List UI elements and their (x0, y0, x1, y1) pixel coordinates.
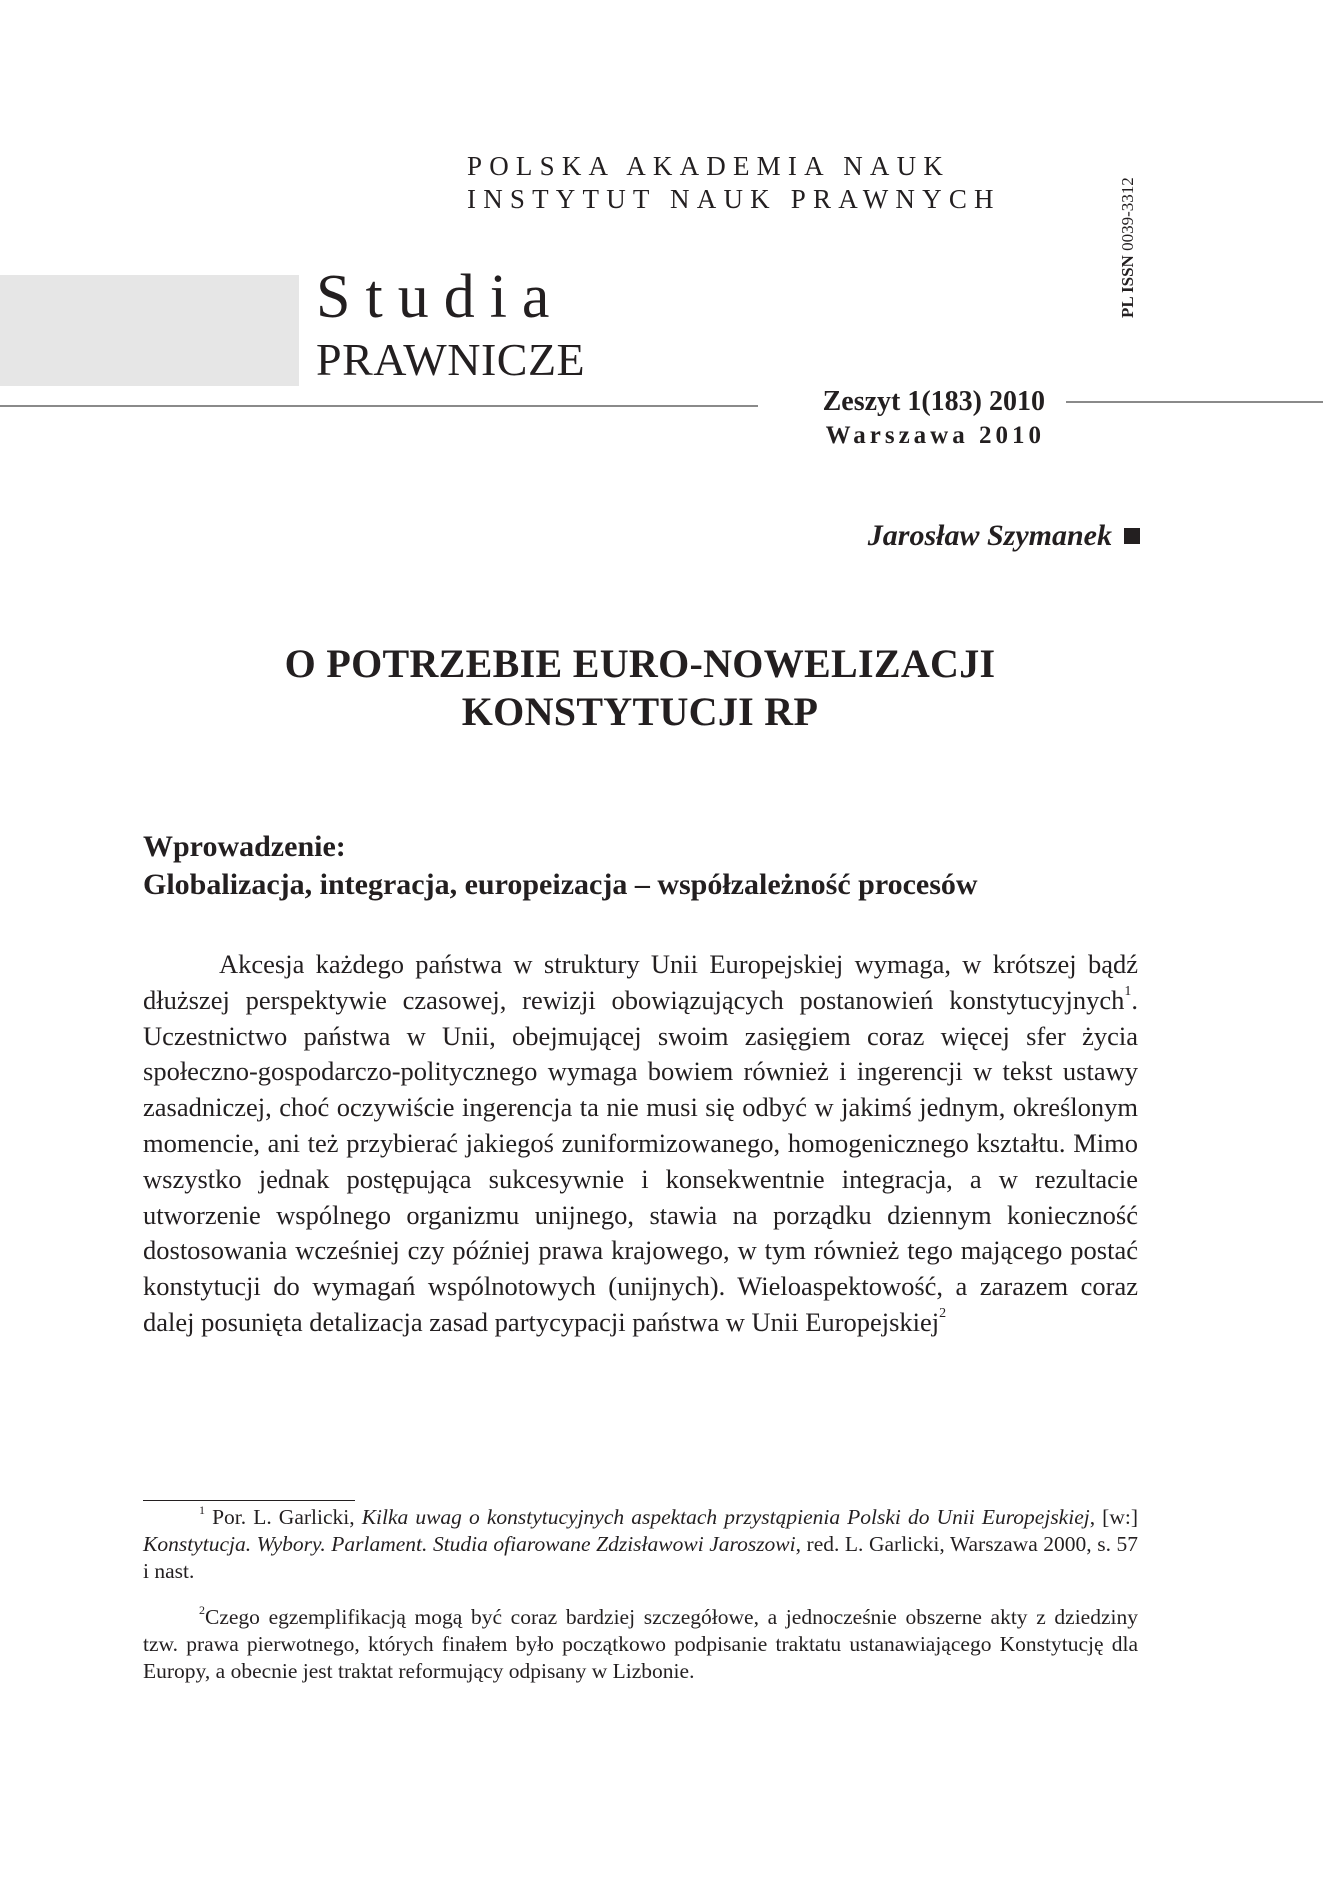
issn-prefix: PL ISSN (1118, 255, 1137, 318)
footnote-text: Por. L. Garlicki, (212, 1505, 362, 1529)
publication-place-year: Warszawa 2010 (825, 422, 1045, 449)
journal-title: Studia (316, 263, 565, 331)
author-name: Jarosław Szymanek (867, 519, 1112, 552)
footnote-text: Czego egzemplifikacją mogą być coraz bardziej szczegółowe, a jednocześnie obszerne akty z dziedziny tzw. prawa pierwotnego, których finałem było początkowo podpisanie traktatu ustanawiającego Konstytucję dla Europy, a obecnie jest traktat reformujący odpisany w Lizbonie. (143, 1605, 1138, 1683)
footnote-separator (143, 1500, 355, 1501)
footnote-citation-title: Kilka uwag o konstytucyjnych aspektach przystąpienia Polski do Unii Europejskiej (361, 1505, 1090, 1529)
footnote-text: , [w:] (1089, 1505, 1139, 1529)
footnote-number: 2 (199, 1603, 205, 1617)
footnote-citation-book: Konstytucja. Wybory. Parlament. Studia ofiarowane Zdzisławowi Jaroszowi (143, 1532, 796, 1556)
square-bullet-icon (1124, 528, 1140, 544)
institution-name: POLSKA AKADEMIA NAUK (467, 151, 951, 181)
journal-subtitle: PRAWNICZE (316, 334, 586, 385)
article-title (140, 640, 1140, 736)
article-title-line: O POTRZEBIE EURO-NOWELIZACJI (284, 641, 996, 686)
paragraph (143, 947, 1138, 1341)
footnote (143, 1604, 1138, 1685)
footnote-number: 1 (199, 1503, 205, 1517)
footnote (143, 1504, 1138, 1585)
section-heading-line: Wprowadzenie: (143, 830, 346, 863)
institute-name: INSTYTUT NAUK PRAWNYCH (467, 184, 1001, 214)
issue-number: Zeszyt 1(183) 2010 (822, 386, 1045, 417)
footnote-text: , red. L. Garlicki, Warszawa 2000, s. 57 i nast. (143, 1532, 1138, 1583)
body-text (143, 947, 1138, 1341)
author-line (700, 518, 1140, 554)
issn-number: 0039-3312 (1118, 177, 1137, 251)
header-rule-left (0, 405, 758, 407)
footnote-ref[interactable]: 2 (939, 1305, 947, 1321)
footnote-ref[interactable]: 1 (1124, 983, 1132, 999)
paragraph-text: . Uczestnictwo państwa w Unii, obejmującej swoim zasięgiem coraz więcej sfer życia społeczno-gospodarczo-politycznego wymaga bowiem również i ingerencji w tekst ustawy zasadniczej, choć oczywiście ingerencja ta nie musi się odbyć w jakimś jednym, określonym momencie, ani też przybierać jakiegoś zuniformizowanego, homogenicznego kształtu. Mimo wszystko jednak postępująca sukcesywnie i konsekwentnie integracja, a w rezultacie utworzenie wspólnego organizmu unijnego, stawia na porządku dziennym konieczność dostosowania wcześniej czy później prawa krajowego, w tym również tego mającego postać konstytucji do wymagań wspólnotowych (unijnych). Wieloaspektowość, a zarazem coraz dalej posunięta detalizacja zasad partycypacji państwa w Unii Europejskiej (143, 984, 1138, 1337)
paragraph-text: Akcesja każdego państwa w struktury Unii Europejskiej wymaga, w krótszej bądź dłuższej perspektywie czasowej, rewizji obowiązujących postanowień konstytucyjnych (143, 949, 1138, 1015)
article-title-line: KONSTYTUCJI RP (461, 689, 819, 734)
issn-label (1118, 118, 1144, 318)
section-heading-line: Globalizacja, integracja, europeizacja – współzależność procesów (143, 868, 978, 901)
section-heading (143, 828, 978, 904)
decorative-gray-block (0, 275, 299, 386)
header-rule-right (1066, 401, 1323, 403)
